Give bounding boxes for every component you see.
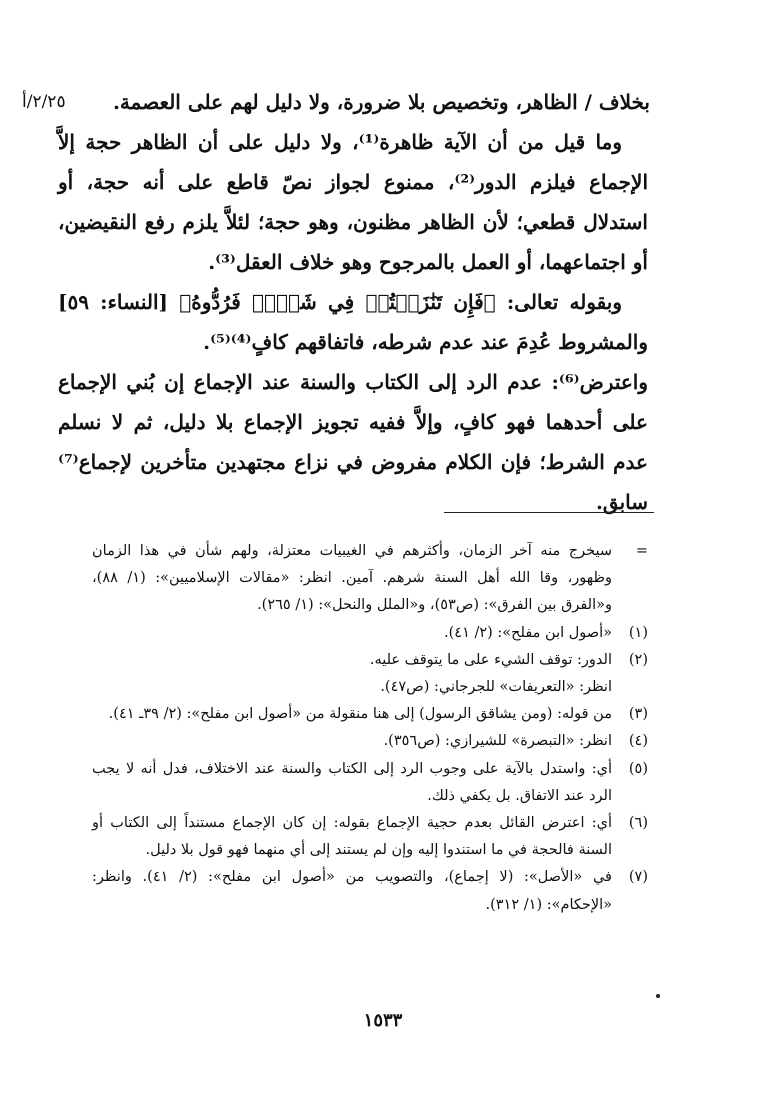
paragraph: واعترض⁽⁶⁾: عدم الرد إلى الكتاب والسنة عند الإجماع إن بُني الإجماع على أحدهما فهو كافٍ، وإلاَّ ففيه تجويز الإجماع بلا دليل، ثم لا نسلم عدم الشرط؛ فإن الكلام مفروض في نزاع مجتهدين متأخرين لإجماع⁽⁷⁾ سابق. — [58, 370, 648, 514]
paragraph: وما قيل من أن الآية ظاهرة⁽¹⁾، ولا دليل على أن الظاهر حجة إلاَّ الإجماع فيلزم الدور⁽²⁾، ممنوع لجواز نصّ قاطع على أنه حجة، أو استدلال قطعي؛ لأن الظاهر مظنون، وهو حجة؛ لئلاَّ يلزم رفع النقيضين، أو اجتماعهما، أو العمل بالمرجوح وهو خلاف العقل⁽³⁾. — [58, 130, 649, 274]
footnote-number: (٦) — [628, 815, 648, 832]
footnote-text: الدور: توقف الشيء على ما يتوقف عليه. — [369, 651, 612, 668]
ink-dot — [656, 994, 660, 998]
footnote-text: انظر: «التعريفات» للجرجاني: (ص٤٧). — [380, 679, 612, 696]
footnote-continuation — [92, 674, 648, 701]
footnote — [92, 701, 648, 728]
paragraph: بخلاف / الظاهر، وتخصيص بلا ضرورة، ولا دليل لهم على العصمة. — [112, 90, 650, 114]
footnote-number: = — [635, 543, 648, 559]
footnote-number: (٣) — [628, 706, 648, 723]
footnote-number: (١) — [628, 624, 648, 641]
footnote-text: في «الأصل»: (لا إجماع)، والتصويب من «أصول ابن مفلح»: (٢/ ٤١). وانظر: «الإحكام»: (١/ ٣١٢). — [92, 869, 612, 913]
footnote-text: أي: واستدل بالآية على وجوب الرد إلى الكتاب والسنة عند الاختلاف، فدل أنه لا يجب الرد عند الاتفاق. بل يكفي ذلك. — [92, 760, 612, 804]
footnote-number: (٢) — [628, 651, 648, 668]
footnote-number: (٥) — [628, 760, 648, 777]
footnote — [92, 647, 648, 674]
footnote — [92, 810, 648, 864]
main-text — [58, 82, 648, 522]
footnote — [92, 620, 648, 647]
footnote-text: انظر: «التبصرة» للشيرازي: (ص٣٥٦). — [383, 733, 612, 750]
footnote-number: (٤) — [628, 733, 648, 750]
footnote-number: (٧) — [628, 869, 648, 886]
footnote — [92, 864, 648, 918]
paragraph: وبقوله تعالى: ﴿فَإِن تَنَٰزَعۡتُمۡ فِي شَيۡءٖ فَرُدُّوهُ﴾ [النساء: ٥٩] والمشروط عُدِمَ عند عدم شرطه، فاتفاقهم كافٍ⁽⁴⁾⁽⁵⁾. — [58, 290, 648, 354]
footnote-text: من قوله: (ومن يشاقق الرسول) إلى هنا منقولة من «أصول ابن مفلح»: (٢/ ٣٩ـ ٤١). — [108, 706, 612, 723]
footnote-separator — [444, 512, 654, 513]
footnote — [92, 756, 648, 810]
footnote-text: أي: اعترض القائل بعدم حجية الإجماع بقوله: إن كان الإجماع مستنداً إلى الكتاب أو السنة فالحجة في ما استندوا إليه وإن لم يستند إلى أي منهما فهو قول بلا دليل. — [92, 815, 612, 859]
page-number: ١٥٣٣ — [363, 1010, 403, 1031]
manuscript-folio-reference: ٢/٢٥/أ — [22, 92, 66, 112]
footnote — [92, 728, 648, 755]
footnote-text: سيخرج منه آخر الزمان، وأكثرهم في الغيبيات معتزلة، ولهم شأن في هذا الزمان وظهور، وقا الله أهل السنة شرهم. آمين. انظر: «مقالات الإسلاميين»: (١/ ٨٨)، و«الفرق بين الفرق»: (ص٥٣)، و«الملل والنحل»: (١/ ٢٦٥). — [92, 543, 612, 614]
footnote-text: «أصول ابن مفلح»: (٢/ ٤١). — [444, 624, 612, 641]
footnote — [92, 538, 648, 620]
footnotes — [92, 538, 648, 919]
